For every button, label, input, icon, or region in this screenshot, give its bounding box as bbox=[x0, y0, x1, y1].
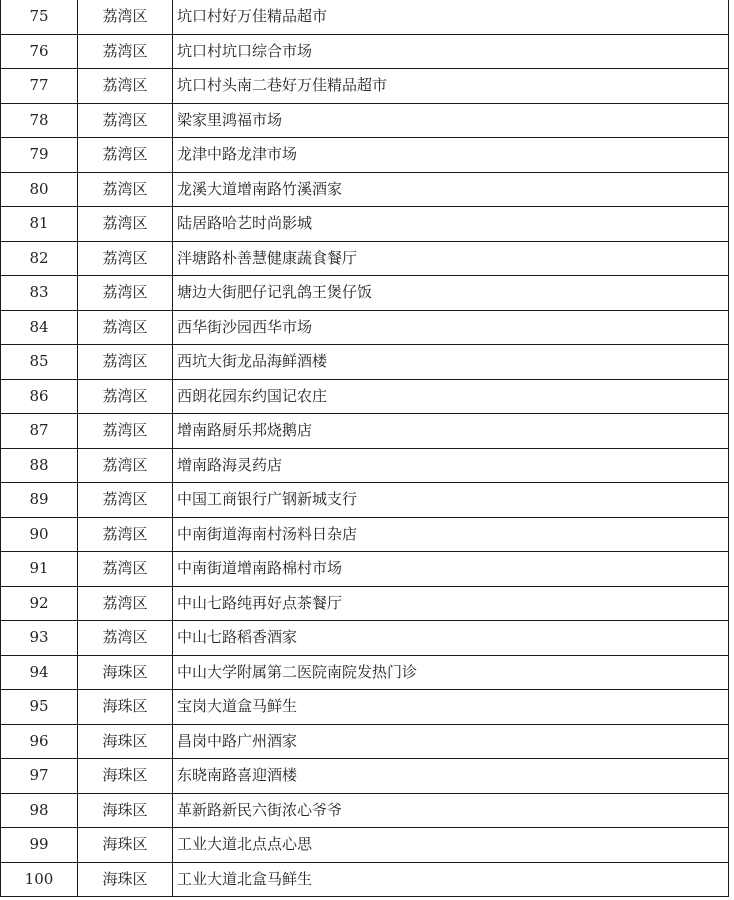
location-name-cell: 陆居路哈艺时尚影城 bbox=[173, 207, 729, 242]
district-cell: 海珠区 bbox=[78, 862, 173, 897]
table-row bbox=[1, 448, 729, 483]
table-row bbox=[1, 34, 729, 69]
row-number-cell: 81 bbox=[1, 207, 78, 242]
district-cell: 荔湾区 bbox=[78, 414, 173, 449]
district-cell: 海珠区 bbox=[78, 655, 173, 690]
location-name-cell: 坑口村好万佳精品超市 bbox=[173, 0, 729, 34]
location-name-cell: 中山七路稻香酒家 bbox=[173, 621, 729, 656]
district-cell: 荔湾区 bbox=[78, 379, 173, 414]
table-row bbox=[1, 793, 729, 828]
row-number-cell: 100 bbox=[1, 862, 78, 897]
location-name-cell: 龙溪大道增南路竹溪酒家 bbox=[173, 172, 729, 207]
district-cell: 荔湾区 bbox=[78, 310, 173, 345]
district-cell: 海珠区 bbox=[78, 759, 173, 794]
location-name-cell: 昌岗中路广州酒家 bbox=[173, 724, 729, 759]
location-name-cell: 西坑大街龙品海鲜酒楼 bbox=[173, 345, 729, 380]
district-cell: 荔湾区 bbox=[78, 517, 173, 552]
district-cell: 荔湾区 bbox=[78, 0, 173, 34]
table-row bbox=[1, 103, 729, 138]
district-cell: 荔湾区 bbox=[78, 276, 173, 311]
district-cell: 荔湾区 bbox=[78, 345, 173, 380]
table-row bbox=[1, 759, 729, 794]
location-name-cell: 增南路海灵药店 bbox=[173, 448, 729, 483]
table-row bbox=[1, 414, 729, 449]
location-name-cell: 西华街沙园西华市场 bbox=[173, 310, 729, 345]
district-cell: 荔湾区 bbox=[78, 483, 173, 518]
location-name-cell: 中山七路纯再好点茶餐厅 bbox=[173, 586, 729, 621]
table-row bbox=[1, 586, 729, 621]
row-number-cell: 92 bbox=[1, 586, 78, 621]
row-number-cell: 80 bbox=[1, 172, 78, 207]
location-name-cell: 工业大道北盒马鲜生 bbox=[173, 862, 729, 897]
location-name-cell: 东晓南路喜迎酒楼 bbox=[173, 759, 729, 794]
row-number-cell: 82 bbox=[1, 241, 78, 276]
row-number-cell: 85 bbox=[1, 345, 78, 380]
table-row bbox=[1, 138, 729, 173]
location-name-cell: 西朗花园东约国记农庄 bbox=[173, 379, 729, 414]
location-name-cell: 坑口村头南二巷好万佳精品超市 bbox=[173, 69, 729, 104]
district-cell: 荔湾区 bbox=[78, 138, 173, 173]
location-name-cell: 塘边大街肥仔记乳鸽王煲仔饭 bbox=[173, 276, 729, 311]
district-cell: 海珠区 bbox=[78, 828, 173, 863]
row-number-cell: 98 bbox=[1, 793, 78, 828]
location-name-cell: 中山大学附属第二医院南院发热门诊 bbox=[173, 655, 729, 690]
location-name-cell: 龙津中路龙津市场 bbox=[173, 138, 729, 173]
table-row bbox=[1, 241, 729, 276]
table-row bbox=[1, 862, 729, 897]
row-number-cell: 76 bbox=[1, 34, 78, 69]
district-cell: 荔湾区 bbox=[78, 34, 173, 69]
table-row bbox=[1, 276, 729, 311]
row-number-cell: 96 bbox=[1, 724, 78, 759]
district-cell: 荔湾区 bbox=[78, 448, 173, 483]
table-row bbox=[1, 655, 729, 690]
table-row bbox=[1, 207, 729, 242]
row-number-cell: 88 bbox=[1, 448, 78, 483]
table-row bbox=[1, 345, 729, 380]
district-cell: 荔湾区 bbox=[78, 552, 173, 587]
row-number-cell: 75 bbox=[1, 0, 78, 34]
row-number-cell: 89 bbox=[1, 483, 78, 518]
table-row bbox=[1, 724, 729, 759]
district-cell: 荔湾区 bbox=[78, 621, 173, 656]
table-row bbox=[1, 0, 729, 34]
district-cell: 荔湾区 bbox=[78, 241, 173, 276]
district-cell: 荔湾区 bbox=[78, 172, 173, 207]
row-number-cell: 84 bbox=[1, 310, 78, 345]
district-cell: 荔湾区 bbox=[78, 103, 173, 138]
row-number-cell: 87 bbox=[1, 414, 78, 449]
row-number-cell: 99 bbox=[1, 828, 78, 863]
row-number-cell: 77 bbox=[1, 69, 78, 104]
location-name-cell: 坑口村坑口综合市场 bbox=[173, 34, 729, 69]
table-row bbox=[1, 483, 729, 518]
location-name-cell: 中南街道增南路棉村市场 bbox=[173, 552, 729, 587]
district-cell: 海珠区 bbox=[78, 793, 173, 828]
location-name-cell: 泮塘路朴善慧健康蔬食餐厅 bbox=[173, 241, 729, 276]
table-row bbox=[1, 621, 729, 656]
table-row bbox=[1, 172, 729, 207]
row-number-cell: 95 bbox=[1, 690, 78, 725]
table-row bbox=[1, 828, 729, 863]
table-row bbox=[1, 310, 729, 345]
table-row bbox=[1, 552, 729, 587]
row-number-cell: 93 bbox=[1, 621, 78, 656]
location-name-cell: 梁家里鸿福市场 bbox=[173, 103, 729, 138]
location-name-cell: 中南街道海南村汤料日杂店 bbox=[173, 517, 729, 552]
district-cell: 荔湾区 bbox=[78, 586, 173, 621]
row-number-cell: 86 bbox=[1, 379, 78, 414]
row-number-cell: 83 bbox=[1, 276, 78, 311]
location-name-cell: 中国工商银行广钢新城支行 bbox=[173, 483, 729, 518]
district-cell: 海珠区 bbox=[78, 690, 173, 725]
location-name-cell: 增南路厨乐邦烧鹅店 bbox=[173, 414, 729, 449]
table-row bbox=[1, 690, 729, 725]
location-name-cell: 宝岗大道盒马鲜生 bbox=[173, 690, 729, 725]
table-row bbox=[1, 379, 729, 414]
row-number-cell: 91 bbox=[1, 552, 78, 587]
district-cell: 荔湾区 bbox=[78, 69, 173, 104]
row-number-cell: 97 bbox=[1, 759, 78, 794]
row-number-cell: 90 bbox=[1, 517, 78, 552]
district-cell: 荔湾区 bbox=[78, 207, 173, 242]
table-row bbox=[1, 517, 729, 552]
location-name-cell: 工业大道北点点心思 bbox=[173, 828, 729, 863]
row-number-cell: 94 bbox=[1, 655, 78, 690]
row-number-cell: 78 bbox=[1, 103, 78, 138]
district-cell: 海珠区 bbox=[78, 724, 173, 759]
row-number-cell: 79 bbox=[1, 138, 78, 173]
locations-table-body bbox=[1, 0, 729, 897]
location-name-cell: 革新路新民六街浓心爷爷 bbox=[173, 793, 729, 828]
table-row bbox=[1, 69, 729, 104]
